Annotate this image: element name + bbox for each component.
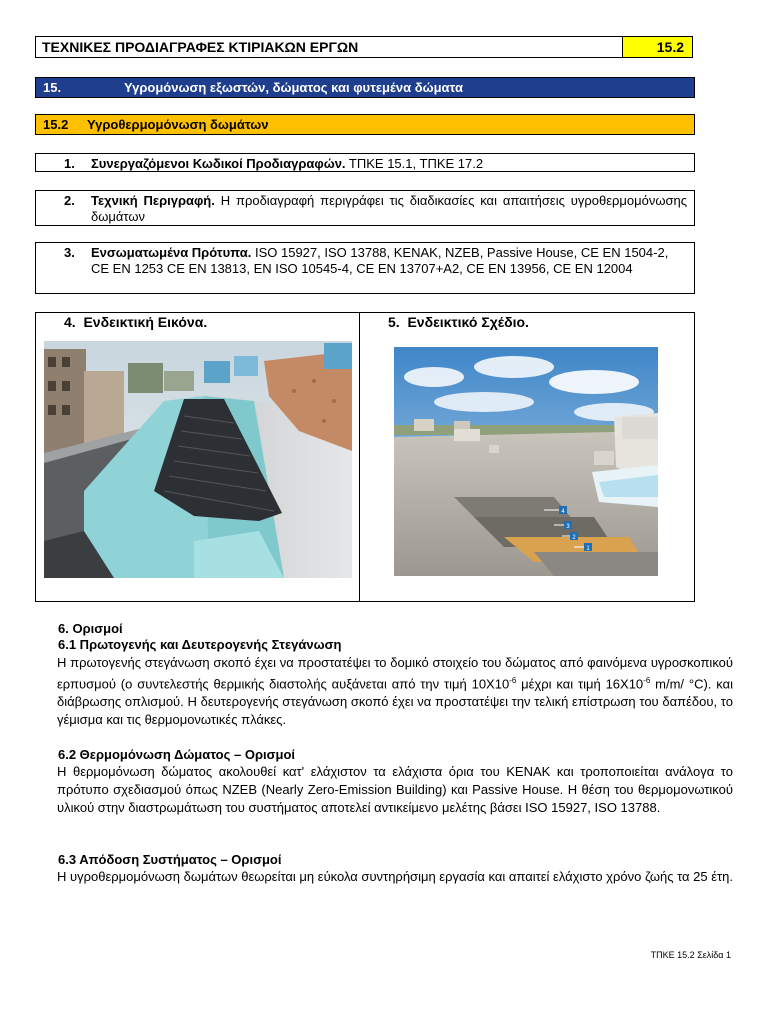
section-6-heading: 6. Ορισμοί (58, 621, 123, 636)
image-caption-5 (388, 314, 529, 330)
roof-insulation-photo (44, 341, 352, 578)
item-3-box (35, 242, 695, 294)
item-2-number: 2. (64, 193, 75, 208)
section-6-1-sup-2: -6 (643, 676, 651, 685)
section-6-1-title: 6.1 Πρωτογενής και Δευτερογενής Στεγάνωση (58, 637, 342, 652)
images-divider (359, 313, 360, 601)
section-6-1-text-b: μέχρι και τιμή 16Χ10 (516, 676, 644, 692)
callout-1: 1 (586, 546, 590, 552)
section-6-1-text-c: m/m/ °C). και διάβρωσης οπλισμού. Η δευτερογενής στεγάνωση σκοπό έχει να προστατέψει την τελική επίστρωση του δαπέδου, το γέμισμα και τις θερμομονωτικές πλάκες. (57, 676, 733, 728)
item-2-label: Τεχνική Περιγραφή. (91, 193, 215, 208)
item-2-text (91, 193, 687, 225)
section-6-2-text: Η θερμομόνωση δώματος ακολουθεί κατ' ελάχιστον τα ελάχιστα όρια του ΚΕΝΑΚ και τροποποιείται ανάλογα το πρότυπο σχεδιασμού όπως NZEB (Nearly Zero-Emission Building) και Passive House. Η θέση του θερμομονωτικού υλικού στην διαστρωμάτωση του συστήματος αποτελεί αντικείμενο μελέτης βάσει ISO 15927, ISO 13788. (57, 764, 733, 815)
item-1-label: Συνεργαζόμενοι Κωδικοί Προδιαγραφών. (91, 156, 346, 171)
item-1-box (35, 153, 695, 172)
callout-2: 2 (572, 535, 576, 541)
section-6-1-sup-1: -6 (509, 676, 517, 685)
section-15-title: Υγρομόνωση εξωστών, δώματος και φυτεμένα δώματα (124, 80, 463, 95)
callout-4: 4 (561, 509, 565, 515)
image-caption-4-label: Ενδεικτική Εικόνα. (83, 314, 208, 330)
document-code: 15.2 (622, 37, 692, 57)
section-6-1-text-a: Η πρωτογενής στεγάνωση σκοπό έχει να προστατέψει το δομικό στοιχείο του δώματος από φαινόμενα υγροσκοπικού ερπυσμού (ο συντελεστής θερμικής διαστολής αυξάνεται από την τιμή 10Χ10 (57, 655, 733, 692)
section-15-2-number: 15.2 (43, 117, 69, 132)
image-caption-5-number: 5. (388, 314, 400, 330)
image-caption-5-label: Ενδεικτικό Σχέδιο. (407, 314, 529, 330)
item-2-value: Η προδιαγραφή περιγράφει τις διαδικασίες και απαιτήσεις υγροθερμομόνωσης δωμάτων (91, 193, 687, 224)
document-header (35, 36, 693, 58)
page-footer: ΤΠΚΕ 15.2 Σελίδα 1 (650, 950, 731, 960)
item-1-value: ΤΠΚΕ 15.1, ΤΠΚΕ 17.2 (345, 156, 484, 171)
document-title: ΤΕΧΝΙΚΕΣ ΠΡΟΔΙΑΓΡΑΦΕΣ ΚΤΙΡΙΑΚΩΝ ΕΡΓΩΝ (42, 39, 359, 55)
section-15-2-title: Υγροθερμομόνωση δωμάτων (87, 117, 269, 132)
section-6-2-title: 6.2 Θερμομόνωση Δώματος – Ορισμοί (58, 747, 296, 762)
item-2-box (35, 190, 695, 226)
image-caption-4 (64, 314, 207, 330)
item-1-number: 1. (64, 156, 75, 171)
item-3-label: Ενσωματωμένα Πρότυπα. (91, 245, 252, 260)
section-15-2-bar (35, 114, 695, 135)
roof-layers-diagram (394, 347, 658, 576)
item-1-text (91, 156, 687, 172)
image-caption-4-number: 4. (64, 314, 76, 330)
section-6-1-text (57, 654, 733, 729)
section-15-number: 15. (43, 80, 62, 95)
section-6-3-title: 6.3 Απόδοση Συστήματος – Ορισμοί (58, 852, 282, 867)
callout-3: 3 (566, 524, 570, 530)
item-3-value: ISO 15927, ISO 13788, KENAK, NZEB, Passive House, CE EN 1504-2, CE EN 1253 CE EN 13813, EN ISO 10545-4, CE EN 13707+A2, CE EN 13956, CE EN 12004 (91, 245, 669, 276)
item-3-text (91, 245, 687, 277)
section-15-bar (35, 77, 695, 98)
item-3-number: 3. (64, 245, 75, 260)
section-6-3-text: Η υγροθερμομόνωση δωμάτων θεωρείται μη εύκολα συντηρήσιμη εργασία και απαιτεί ελάχιστο χρόνο ζωής τα 25 έτη. (57, 869, 734, 884)
